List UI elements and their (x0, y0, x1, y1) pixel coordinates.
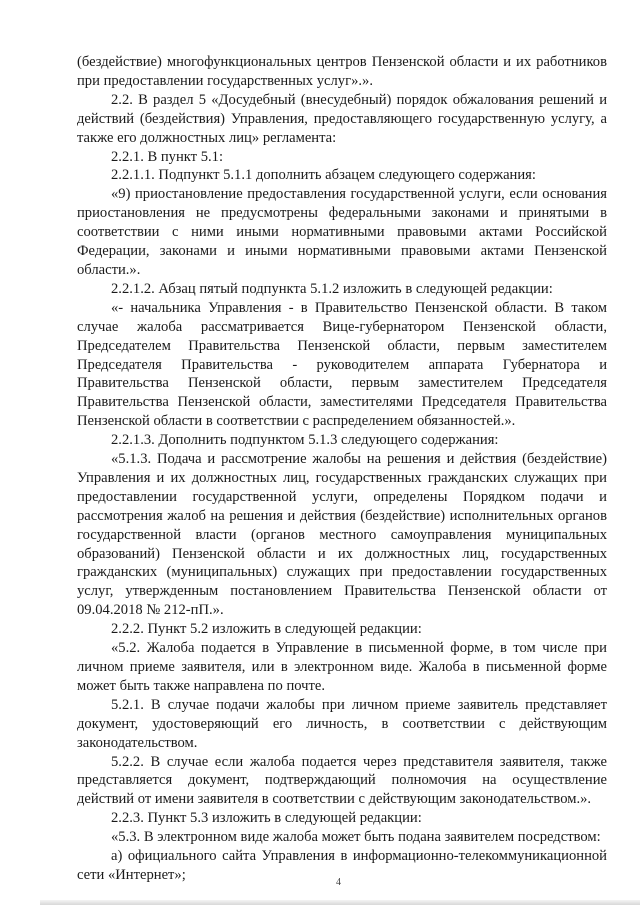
paragraph-2-2: 2.2. В раздел 5 «Досудебный (внесудебный) порядок обжалования решений и действий (бездействия) Управления, предоставляющего государственную услугу, а также его должностных лиц» регламента: (77, 91, 607, 146)
paragraph-5-2-2: 5.2.2. В случае если жалоба подается через представителя заявителя, также представляется документ, подтверждающий полномочия на осуществление действий от имени заявителя в соответствии с действующим законодательством.». (77, 753, 607, 808)
paragraph-item-9: «9) приостановление предоставления государственной услуги, если основания приостановления не предусмотрены федеральными законами и принятыми в соответствии с ними иными нормативными правовыми актами Российской Федерации, законами и иными нормативными правовыми актами Пензенской области.». (77, 186, 607, 278)
paragraph-5-1-3: «5.1.3. Подача и рассмотрение жалобы на решения и действия (бездействие) Управления и их должностных лиц, государственных гражданских служащих при предоставлении государственной услуги, определены Порядком подачи и рассмотрения жалоб на решения и действия (бездействие) исполнительных органов государственной власти (органов местного самоуправления муниципальных образований) Пензенской области и их должностных лиц, государственных гражданских (муниципальных) служащих при предоставлении государственных услуг, утвержденным постановлением Правительства Пензенской области от 09.04.2018 № 212-пП.». (77, 451, 607, 619)
page-number: 4 (336, 877, 341, 888)
paragraph-continuation: (бездействие) многофункциональных центров Пензенской области и их работников при предоставлении государственных услуг».». (77, 54, 607, 89)
paragraph-5-3: «5.3. В электронном виде жалоба может быть подана заявителем посредством: (111, 829, 601, 846)
paragraph-2-2-1: 2.2.1. В пункт 5.1: (111, 148, 224, 165)
scan-bottom-edge (40, 900, 640, 905)
paragraph-2-2-1-1: 2.2.1.1. Подпункт 5.1.1 дополнить абзацем следующего содержания: (111, 167, 536, 184)
document-body (77, 53, 607, 885)
paragraph-2-2-1-3: 2.2.1.3. Дополнить подпунктом 5.1.3 следующего содержания: (111, 432, 499, 449)
paragraph-2-2-3: 2.2.3. Пункт 5.3 изложить в следующей редакции: (111, 810, 422, 827)
paragraph-2-2-2: 2.2.2. Пункт 5.2 изложить в следующей редакции: (111, 621, 422, 638)
paragraph-2-2-1-2: 2.2.1.2. Абзац пятый подпункта 5.1.2 изложить в следующей редакции: (111, 280, 553, 297)
paragraph-head-of-department: «- начальника Управления - в Правительство Пензенской области. В таком случае жалоба рассматривается Вице-губернатором Пензенской области, Председателем Правительства Пензенской области, первым заместителем Председателя Правительства - руководителем аппарата Губернатора и Правительства Пензенской области, первым заместителем Председателя Правительства Пензенской области, заместителями Председателя Правительства Пензенской области в соответствии с распределением обязанностей.». (77, 299, 607, 430)
paragraph-5-2-1: 5.2.1. В случае подачи жалобы при личном приеме заявитель представляет документ, удостоверяющий его личность, в соответствии с действующим законодательством. (77, 696, 607, 751)
paragraph-item-a: а) официального сайта Управления в информационно-телекоммуникационной сети «Интернет»; (77, 848, 607, 883)
paragraph-5-2: «5.2. Жалоба подается в Управление в письменной форме, в том числе при личном приеме заявителя, или в электронном виде. Жалоба в письменной форме может быть также направлена по почте. (77, 640, 607, 694)
